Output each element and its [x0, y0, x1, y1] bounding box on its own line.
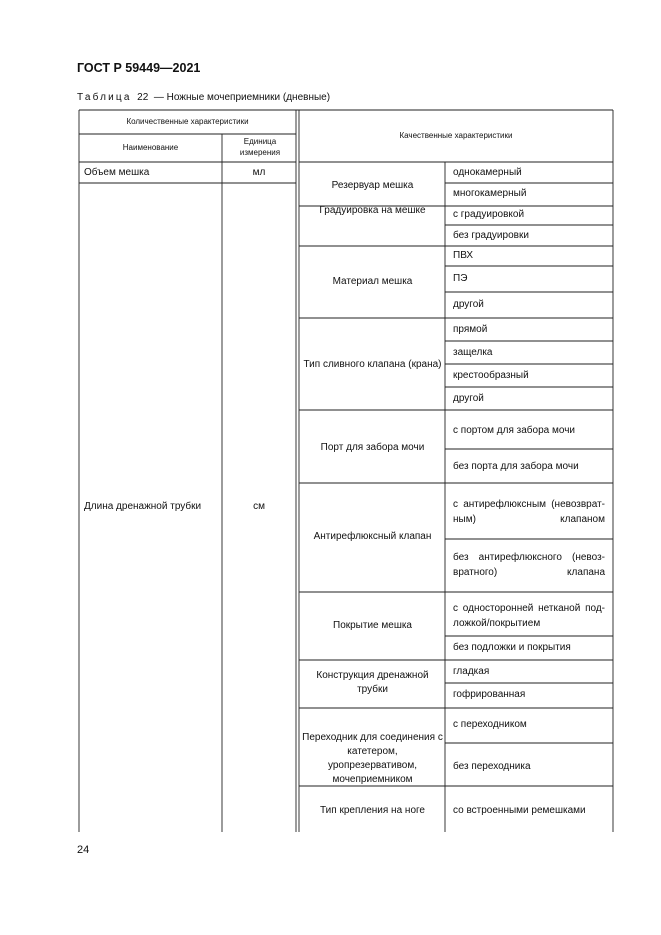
value-cell: со встроенными ремешками — [453, 805, 586, 816]
value-cell: без антирефлюксного (невоз- вратного) клапана — [453, 552, 605, 578]
group-label: Резервуар мешка — [331, 180, 414, 191]
header-name: Наименование — [122, 143, 179, 152]
value-cell: другой — [453, 299, 484, 310]
value-cell: без градуировки — [453, 230, 529, 241]
row-unit: мл — [252, 167, 266, 178]
value-cell: без переходника — [453, 761, 531, 772]
value-cell: ПВХ — [453, 250, 474, 261]
group-label: Конструкция дренажной трубки — [316, 670, 429, 695]
group-label: Тип крепления на ноге — [320, 805, 425, 816]
value-cell: с градуировкой — [453, 209, 525, 220]
group-label: Материал мешка — [332, 276, 413, 287]
caption-label: Таблица — [77, 92, 132, 103]
header-quantitative: Количественные характеристики — [126, 117, 249, 126]
value-cell: многокамерный — [453, 188, 527, 199]
page-number: 24 — [77, 844, 90, 856]
value-cell: гладкая — [453, 666, 490, 677]
row-name: Длина дренажной трубки — [84, 501, 202, 512]
group-label: Покрытие мешка — [333, 620, 412, 631]
value-cell: без подложки и покрытия — [453, 642, 571, 653]
document-header: ГОСТ Р 59449—2021 — [77, 61, 201, 75]
value-cell: другой — [453, 393, 484, 404]
value-cell: с портом для забора мочи — [453, 425, 575, 436]
value-cell: гофрированная — [453, 689, 526, 700]
value-cell: ПЭ — [453, 273, 468, 284]
header-unit: Единица измерения — [239, 137, 281, 157]
value-cell: однокамерный — [453, 167, 522, 178]
group-label: Тип сливного клапана (крана) — [303, 359, 442, 370]
value-cell: с односторонней нетканой под- ложкой/покрытием — [453, 603, 605, 629]
caption-title: — Ножные мочеприемники (дневные) — [153, 92, 331, 103]
value-cell: без порта для забора мочи — [453, 461, 579, 472]
header-qualitative: Качественные характеристики — [399, 131, 513, 140]
group-label: Порт для забора мочи — [320, 442, 425, 453]
value-cell: с переходником — [453, 719, 527, 730]
group-label: Антирефлюксный клапан — [313, 531, 432, 542]
value-cell: прямой — [453, 324, 488, 335]
value-cell: крестообразный — [453, 370, 529, 381]
row-name: Объем мешка — [84, 167, 150, 178]
row-unit: см — [253, 501, 265, 512]
value-cell: защелка — [453, 347, 493, 358]
caption-number: 22 — [137, 92, 149, 103]
value-cell: с антирефлюксным (невозврат- ным) клапаном — [453, 499, 605, 525]
group-label: Градуировка на мешке — [319, 205, 426, 216]
group-label: Переходник для соединения с катетером, уропрезервативом, мочеприемником — [302, 732, 443, 785]
